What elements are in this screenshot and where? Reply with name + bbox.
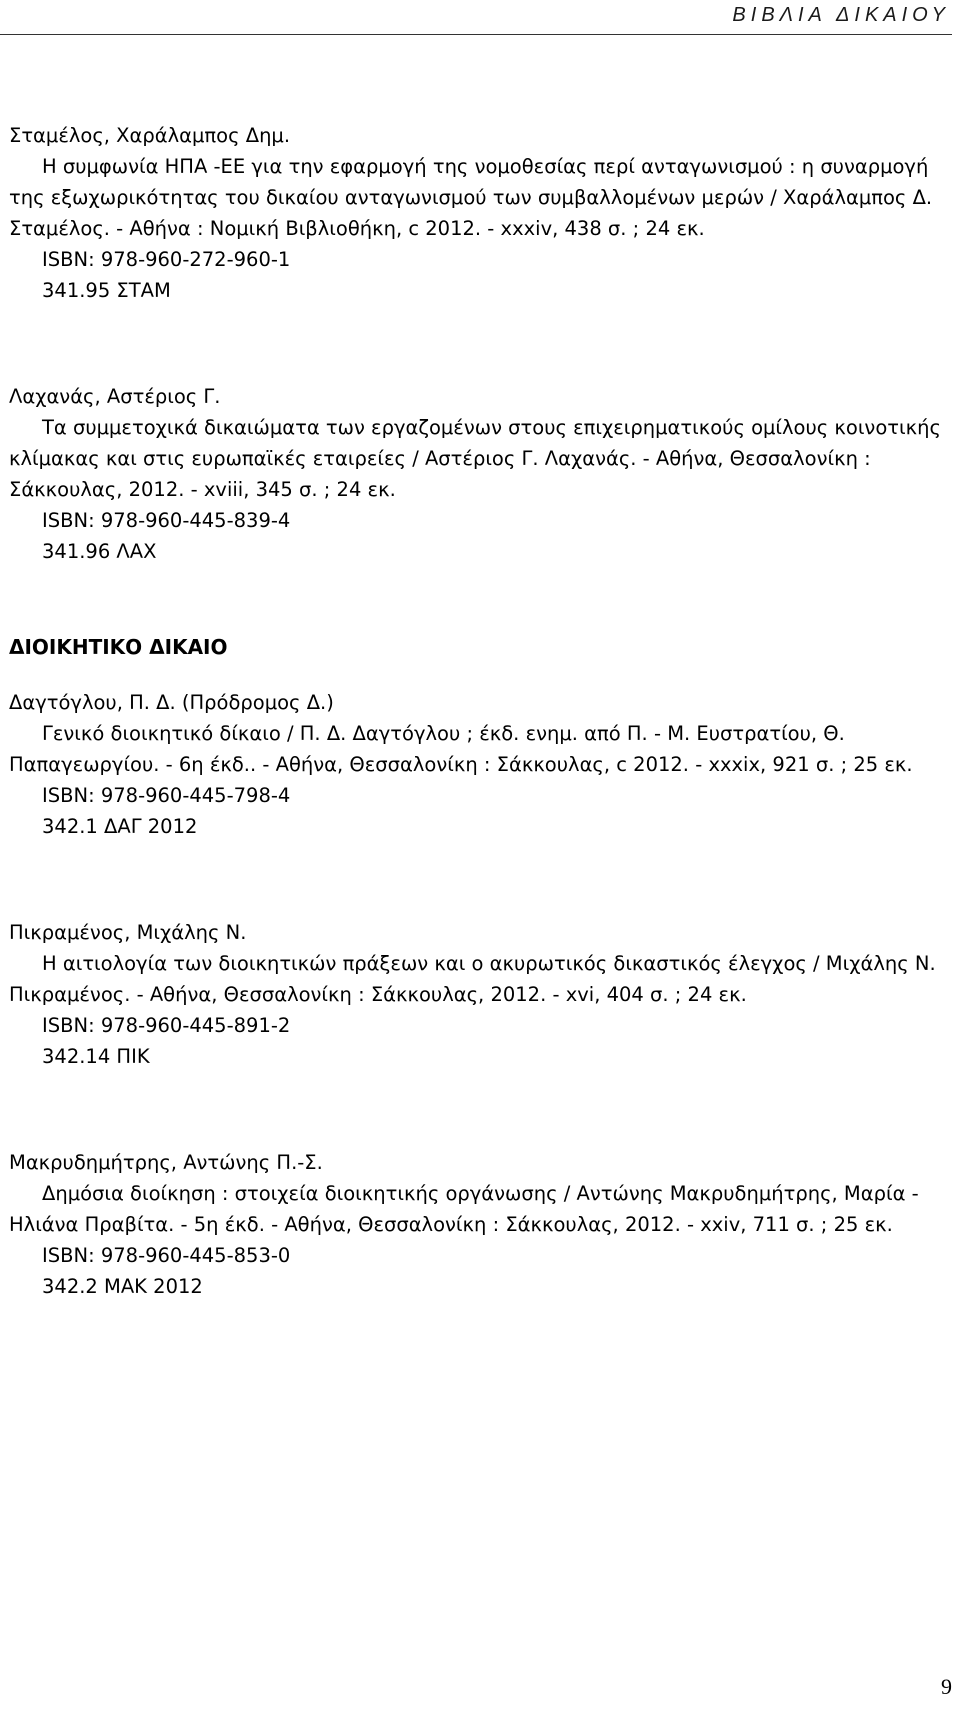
entry-isbn: ISBN: 978-960-445-891-2 (42, 1014, 291, 1037)
entry-call-number: 342.2 ΜΑΚ 2012 (42, 1275, 203, 1298)
entry-author: Λαχανάς, Αστέριος Γ. (9, 385, 221, 408)
bibliography-entry (9, 120, 949, 306)
entry-call-number: 342.14 ΠΙΚ (42, 1045, 150, 1068)
bibliography-entry (9, 381, 949, 567)
section-heading: ΔΙΟΙΚΗΤΙΚΟ ΔΙΚΑΙΟ (9, 635, 228, 659)
bibliography-list (9, 120, 949, 1377)
entry-author: Μακρυδημήτρης, Αντώνης Π.-Σ. (9, 1151, 323, 1174)
running-header: ΒΙΒΛΙΑ ΔΙΚΑΙΟΥ (732, 4, 950, 26)
entry-isbn: ISBN: 978-960-445-798-4 (42, 784, 291, 807)
entry-description: Δημόσια διοίκηση : στοιχεία διοικητικής οργάνωσης / Αντώνης Μακρυδημήτρης, Μαρία - Ηλιάνα Πραβίτα. - 5η έκδ. - Αθήνα, Θεσσαλονίκη : Σάκκουλας, 2012. - xxiv, 711 σ. ; 25 εκ. (9, 1182, 919, 1236)
entry-call-number: 342.1 ΔΑΓ 2012 (42, 815, 198, 838)
header-divider (0, 34, 952, 35)
entry-description: Τα συμμετοχικά δικαιώματα των εργαζομένων στους επιχειρηματικούς ομίλους κοινοτικής κλίμακας και στις ευρωπαϊκές εταιρείες / Αστέριος Γ. Λαχανάς. - Αθήνα, Θεσσαλονίκη : Σάκκουλας, 2012. - xviii, 345 σ. ; 24 εκ. (9, 416, 941, 501)
entry-author: Σταμέλος, Χαράλαμπος Δημ. (9, 124, 291, 147)
entry-author: Πικραμένος, Μιχάλης Ν. (9, 921, 247, 944)
entry-isbn: ISBN: 978-960-445-839-4 (42, 509, 291, 532)
entry-isbn: ISBN: 978-960-272-960-1 (42, 248, 291, 271)
bibliography-entry (9, 1147, 949, 1302)
bibliography-entry (9, 917, 949, 1072)
entry-call-number: 341.96 ΛΑΧ (42, 540, 157, 563)
entry-description: Η συμφωνία ΗΠΑ -ΕΕ για την εφαρμογή της νομοθεσίας περί ανταγωνισμού : η συναρμογή της εξωχωρικότητας του δικαίου ανταγωνισμού των συμβαλλομένων μερών / Χαράλαμπος Δ. Σταμέλος. - Αθήνα : Νομική Βιβλιοθήκη, c 2012. - xxxiv, 438 σ. ; 24 εκ. (9, 155, 933, 240)
bibliography-entry (9, 687, 949, 842)
entry-description: Η αιτιολογία των διοικητικών πράξεων και ο ακυρωτικός δικαστικός έλεγχος / Μιχάλης Ν. Πικραμένος. - Αθήνα, Θεσσαλονίκη : Σάκκουλας, 2012. - xvi, 404 σ. ; 24 εκ. (9, 952, 936, 1006)
page-number: 9 (941, 1674, 952, 1699)
entry-call-number: 341.95 ΣΤΑΜ (42, 279, 171, 302)
entry-isbn: ISBN: 978-960-445-853-0 (42, 1244, 291, 1267)
entry-description: Γενικό διοικητικό δίκαιο / Π. Δ. Δαγτόγλου ; έκδ. ενημ. από Π. - Μ. Ευστρατίου, Θ. Παπαγεωργίου. - 6η έκδ.. - Αθήνα, Θεσσαλονίκη : Σάκκουλας, c 2012. - xxxix, 921 σ. ; 25 εκ. (9, 722, 913, 776)
entry-author: Δαγτόγλου, Π. Δ. (Πρόδρομος Δ.) (9, 691, 334, 714)
